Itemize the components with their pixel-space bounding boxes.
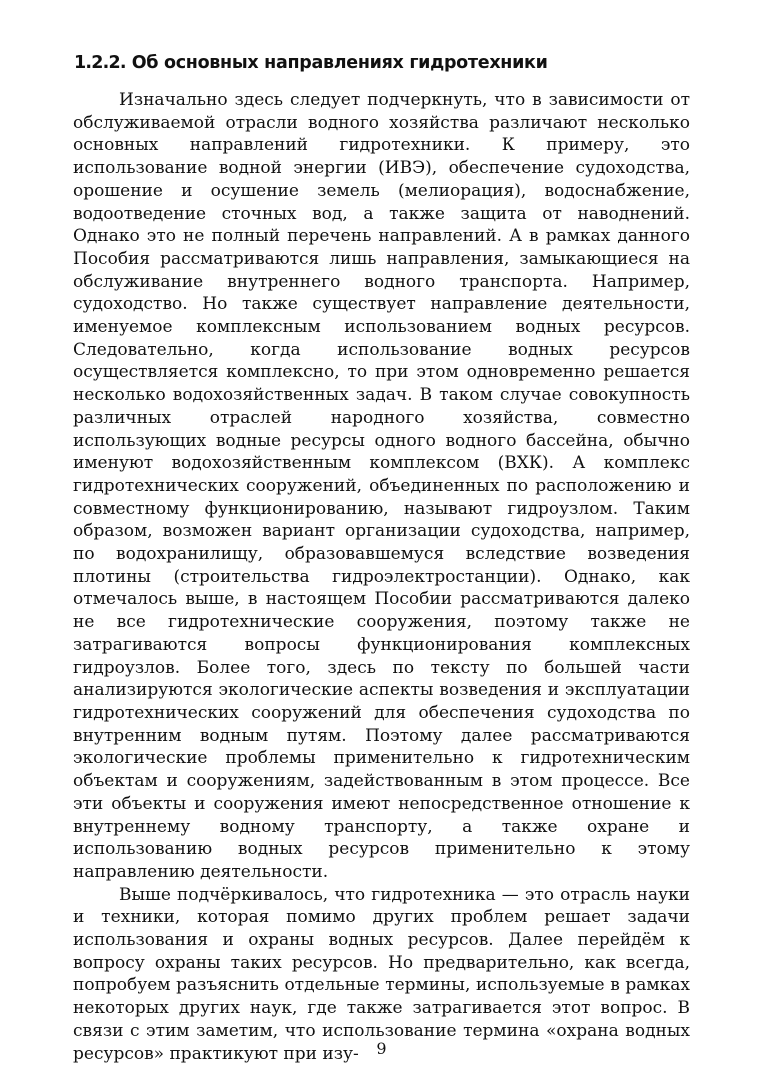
body-text (73, 89, 690, 1065)
section-number: 1.2.2. (74, 53, 126, 73)
section-title: Об основных направлениях гидротехники (131, 53, 548, 73)
paragraph-2: Выше подчёркивалось, что гидротехника — это отрасль науки и техники, которая помимо других проблем решает задачи использования и охраны водных ресурсов. Далее перейдём к вопросу охраны таких ресурсов. Но предварительно, как всегда, попробуем разъяснить отдельные термины, используемые в рамках некоторых других наук, где также затрагивается этот вопрос. В связи с этим заметим, что использование термина «охрана водных ресурсов» практикуют при изу- (73, 884, 690, 1064)
page-number: 9 (376, 1039, 387, 1058)
section-heading (74, 53, 548, 73)
paragraph-1: Изначально здесь следует подчеркнуть, что в зависимости от обслуживаемой отрасли водного хозяйства различают несколько основных направлений гидротехники. К примеру, это использование водной энергии (ИВЭ), обеспечение судоходства, орошение и осушение земель (мелиорация), водоснабжение, водоотведение сточных вод, а также защита от наводнений. Однако это не полный перечень направлений. А в рамках данного Пособия рассматриваются лишь направления, замыкающиеся на обслуживание внутреннего водного транспорта. Например, судоходство. Но также существует направление деятельности, именуемое комплексным использованием водных ресурсов. Следовательно, когда использование водных ресурсов осуществляется комплексно, то при этом одновременно решается несколько водохозяйственных задач. В таком случае совокупность различных отраслей народного хозяйства, совместно использующих водные ресурсы одного водного бассейна, обычно именуют водохозяйственным комплексом (ВХК). А комплекс гидротехнических сооружений, объединенных по расположению и совместному функционированию, называют гидроузлом. Таким образом, возможен вариант организации судоходства, например, по водохранилищу, образовавшемуся вследствие возведения плотины (строительства гидроэлектростанции). Однако, как отмечалось выше, в настоящем Пособии рассматриваются далеко не все гидротехнические сооружения, поэтому также не затрагиваются вопросы функционирования комплексных гидроузлов. Более того, здесь по тексту по большей части анализируются экологические аспекты возведения и эксплуатации гидротехнических сооружений для обеспечения судоходства по внутренним водным путям. Поэтому далее рассматриваются экологические проблемы применительно к гидротехническим объектам и сооружениям, задействованным в этом процессе. Все эти объекты и сооружения имеют непосредственное отношение к внутреннему водному транспорту, а также охране и использованию водных ресурсов применительно к этому направлению деятельности. (73, 90, 690, 882)
